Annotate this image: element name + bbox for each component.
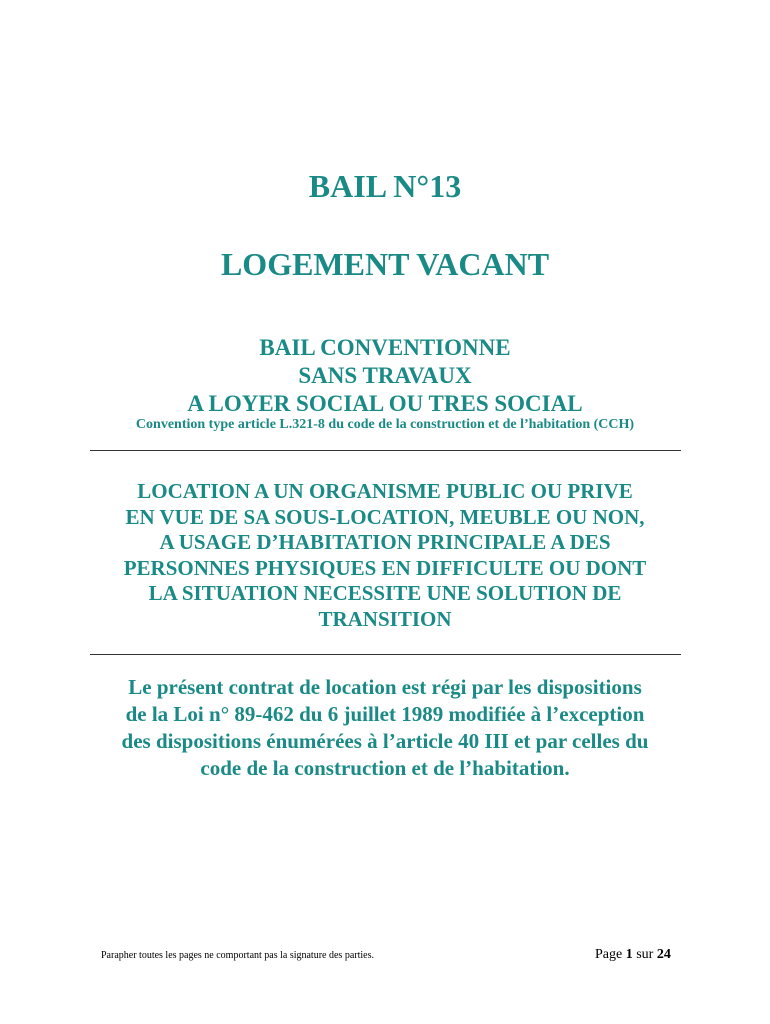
page-current: 1	[625, 947, 633, 962]
location-line: TRANSITION	[318, 606, 452, 631]
divider	[90, 654, 681, 655]
convention-note: Convention type article L.321-8 du code de la construction et de l’habitation (CCH)	[135, 417, 635, 432]
location-line: LA SITUATION NECESSITE UNE SOLUTION DE	[148, 581, 622, 605]
location-line: PERSONNES PHYSIQUES EN DIFFICULTE OU DONT	[123, 555, 647, 580]
bail-type-line: SANS TRAVAUX	[298, 363, 472, 388]
document-title: BAIL N°13	[308, 168, 462, 204]
contract-line: des dispositions énumérées à l’article 40 III et par celles du	[121, 729, 649, 753]
location-line: LOCATION A UN ORGANISME PUBLIC OU PRIVE	[137, 479, 633, 503]
page-total: 24	[656, 947, 671, 962]
bail-type-line: A LOYER SOCIAL OU TRES SOCIAL	[187, 391, 583, 416]
contract-line: de la Loi n° 89-462 du 6 juillet 1989 modifiée à l’exception	[125, 702, 645, 726]
page-number	[595, 946, 671, 964]
location-line: EN VUE DE SA SOUS-LOCATION, MEUBLE OU NON,	[125, 504, 645, 529]
contract-line: Le présent contrat de location est régi par les dispositions	[128, 675, 642, 699]
document-subtitle: LOGEMENT VACANT	[220, 246, 550, 282]
page-word: Page	[595, 947, 623, 962]
divider	[90, 450, 681, 451]
bail-type-block	[0, 334, 770, 418]
contract-legal-notice	[0, 674, 770, 782]
contract-line: code de la construction et de l’habitation.	[200, 756, 570, 780]
location-line: A USAGE D’HABITATION PRINCIPALE A DES	[159, 530, 611, 554]
footer-instruction: Parapher toutes les pages ne comportant pas la signature des parties.	[101, 950, 374, 961]
location-description-block	[0, 479, 770, 632]
page-of: sur	[636, 947, 654, 962]
bail-type-line: BAIL CONVENTIONNE	[259, 335, 511, 360]
